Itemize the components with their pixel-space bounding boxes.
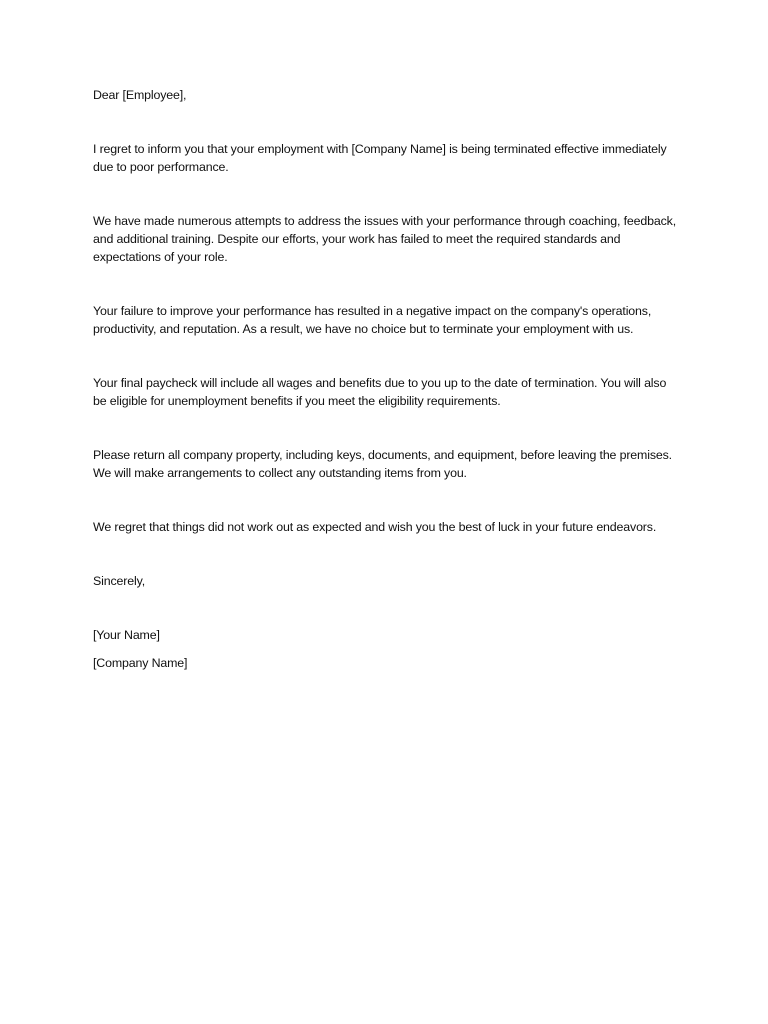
letter-paragraph-6: We regret that things did not work out as expected and wish you the best of luck in your future endeavors. — [93, 520, 657, 534]
letter-body — [93, 86, 678, 672]
signature-name: [Your Name] — [93, 628, 160, 642]
letter-closing: Sincerely, — [93, 574, 145, 588]
letter-paragraph-4: Your final paycheck will include all wages and benefits due to you up to the date of termination. You will also be eligible for unemployment benefits if you meet the eligibility requirements. — [93, 376, 667, 408]
letter-paragraph-5: Please return all company property, including keys, documents, and equipment, before leaving the premises. We will make arrangements to collect any outstanding items from you. — [93, 448, 672, 480]
letter-salutation: Dear [Employee], — [93, 88, 187, 102]
letter-paragraph-2: We have made numerous attempts to address the issues with your performance through coaching, feedback, and additional training. Despite our efforts, your work has failed to meet the required standards and expectations of your role. — [93, 214, 676, 264]
letter-paragraph-3: Your failure to improve your performance has resulted in a negative impact on the company's operations, productivity, and reputation. As a result, we have no choice but to terminate your employment with us. — [93, 304, 652, 336]
letter-paragraph-1: I regret to inform you that your employment with [Company Name] is being terminated effective immediately due to poor performance. — [93, 142, 667, 174]
signature-company: [Company Name] — [93, 656, 188, 670]
